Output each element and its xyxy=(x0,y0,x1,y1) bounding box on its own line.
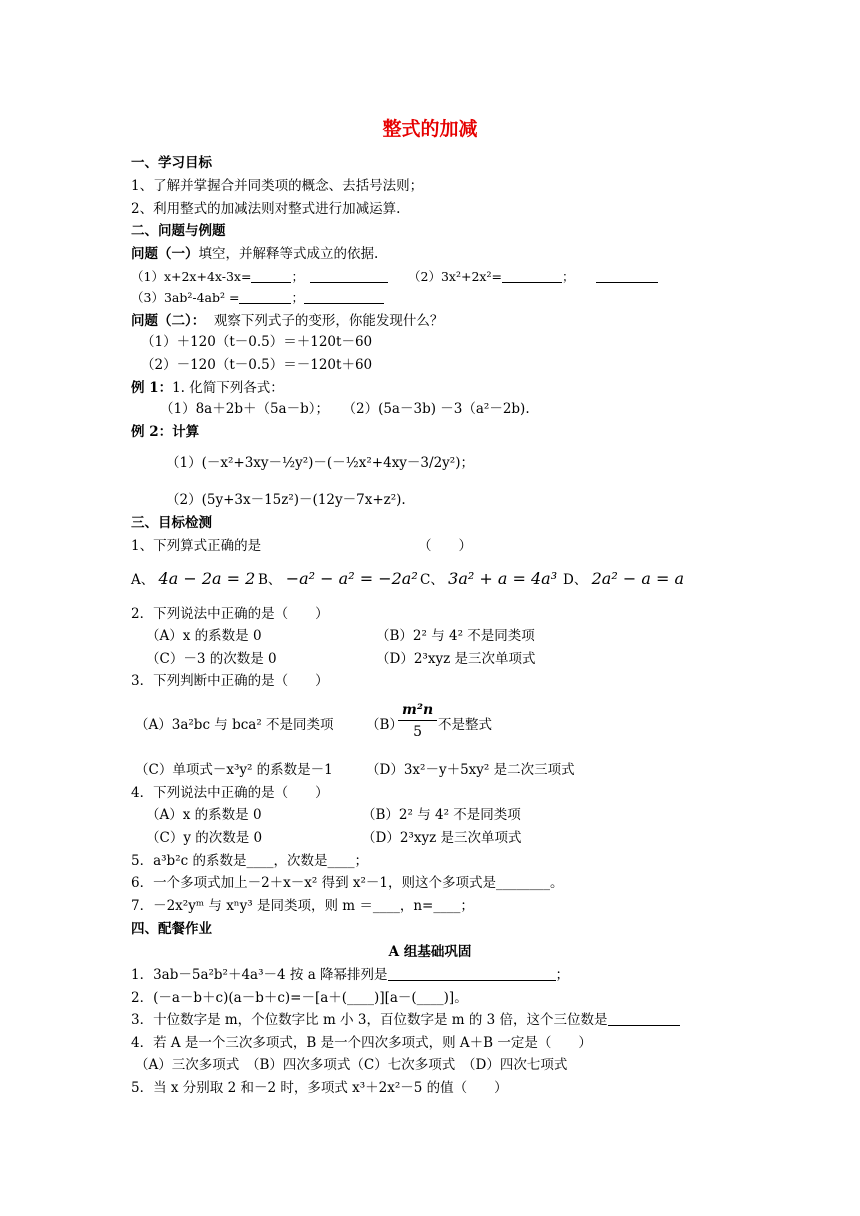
option-c-expr: 3a² + a = 4a³ xyxy=(448,569,558,588)
fraction-m2n-over-5 xyxy=(398,702,437,740)
blank-line xyxy=(388,967,556,981)
check-q4-option-c: （C）y 的次数是 0 xyxy=(146,830,263,846)
problem-1-item-1: （1）x+2x+4x-3x= xyxy=(131,269,252,284)
blank-line xyxy=(310,269,388,283)
blank-line xyxy=(239,290,291,304)
homework-q2: 2．(－a－b＋c)(a－b＋c)=－[a＋(____)][a－(____)]。 xyxy=(131,990,468,1006)
check-q5: 5．a³b²c 的系数是____，次数是____； xyxy=(131,853,368,869)
check-q4-option-d: （D）2³xyz 是三次单项式 xyxy=(362,830,522,846)
problem-2-item-2: （2）－120（t－0.5）＝－120t＋60 xyxy=(141,357,373,373)
homework-q5: 5．当 x 分别取 2 和－2 时，多项式 x³＋2x²－5 的值（ ） xyxy=(131,1080,508,1096)
check-q3-option-b-text: 不是整式 xyxy=(438,717,492,733)
problem-2-heading: 问题（二）： xyxy=(131,313,206,329)
problem-1-item-3: （3）3ab²-4ab² = xyxy=(131,290,240,305)
problem-1-line xyxy=(131,245,378,263)
option-d-label: D、 xyxy=(563,572,588,588)
check-q3-option-b-label: （B） xyxy=(366,717,403,733)
problem-1-text: 填空，并解释等式成立的依据. xyxy=(198,246,379,262)
option-c-label: C、 xyxy=(420,572,444,588)
check-q3-option-c: （C）单项式－x³y² 的系数是－1 xyxy=(135,762,333,778)
check-q4-option-b: （B）2² 与 4² 不是同类项 xyxy=(362,807,521,823)
problem-1-item-2-line: （2）3x²+2x²= ； xyxy=(408,268,658,286)
example-2-heading: 例 2：计算 xyxy=(131,424,200,440)
blank-line xyxy=(304,290,384,304)
check-q3-option-a: （A）3a²bc 与 bca² 不是同类项 xyxy=(135,717,334,733)
example-2-item-2: （2）(5y+3x－15z²)－(12y－7x+z²). xyxy=(166,492,406,508)
check-q4-option-a: （A）x 的系数是 0 xyxy=(146,807,262,823)
blank-line xyxy=(251,269,291,283)
example-1-items: （1）8a＋2b＋（5a－b）； （2）(5a－3b) －3（a²－2b). xyxy=(160,401,530,417)
section-heading-goals: 一、学习目标 xyxy=(131,155,212,171)
example-1-heading: 例 1： xyxy=(131,380,173,396)
option-a-expr: 4a − 2a = 2 xyxy=(158,569,256,588)
homework-q1-line: 1．3ab－5a²b²＋4a³－4 按 a 降幂排列是 ； xyxy=(131,967,570,983)
problem-1-heading: 问题（一） xyxy=(131,246,199,262)
example-1-text: 1. 化简下列各式： xyxy=(172,380,284,396)
problem-1-item-1-line: （1）x+2x+4x-3x= ； xyxy=(131,268,388,286)
check-q2-option-a: （A）x 的系数是 0 xyxy=(146,628,262,644)
page-title: 整式的加减 xyxy=(382,118,478,140)
problem-2-line xyxy=(131,312,443,330)
fraction-numerator: m²n xyxy=(398,702,437,721)
option-d-expr: 2a² − a = a xyxy=(591,569,684,588)
check-q2-option-d: （D）2³xyz 是三次单项式 xyxy=(376,651,536,667)
example-1-line xyxy=(131,379,284,397)
problem-2-item-1: （1）＋120（t－0.5）＝＋120t－60 xyxy=(141,334,373,350)
fraction-denominator: 5 xyxy=(413,724,423,740)
check-q1-option-a xyxy=(131,570,255,589)
option-b-expr: −a² − a² = −2a² xyxy=(285,569,418,588)
check-q2-option-b: （B）2² 与 4² 不是同类项 xyxy=(376,628,535,644)
check-q1-option-c xyxy=(420,570,557,589)
check-q3-option-d: （D）3x²－y＋5xy² 是二次三项式 xyxy=(366,762,575,778)
group-a-heading: A 组基础巩固 xyxy=(388,944,472,960)
check-q7: 7．－2x²yᵐ 与 xⁿy³ 是同类项，则 m ＝____，n=____； xyxy=(131,898,474,914)
check-q1: 1、下列算式正确的是 xyxy=(131,538,262,554)
option-b-label: B、 xyxy=(258,572,282,588)
section-heading-problems: 二、问题与例题 xyxy=(131,223,226,239)
check-q1-option-d xyxy=(563,570,684,589)
check-q2: 2．下列说法中正确的是（ ） xyxy=(131,606,329,622)
check-q6: 6．一个多项式加上－2＋x－x² 得到 x²－1，则这个多项式是________。 xyxy=(131,875,564,891)
homework-q4: 4．若 A 是一个三次多项式，B 是一个四次多项式，则 A＋B 一定是（ ） xyxy=(131,1035,592,1051)
blank-line xyxy=(596,269,658,283)
blank-line xyxy=(608,1012,680,1026)
problem-1-item-2: （2）3x²+2x²= xyxy=(408,269,502,284)
check-q1-option-b xyxy=(258,570,418,589)
check-q4: 4．下列说法中正确的是（ ） xyxy=(131,785,329,801)
check-q1-paren: （ ） xyxy=(418,538,472,554)
homework-q3-line xyxy=(131,1011,680,1029)
problem-2-text: 观察下列式子的变形，你能发现什么？ xyxy=(213,313,444,329)
check-q2-option-c: （C）－3 的次数是 0 xyxy=(146,651,277,667)
homework-q4-options: （A）三次多项式 （B）四次多项式（C）七次多项式 （D）四次七项式 xyxy=(135,1057,568,1073)
option-a-label: A、 xyxy=(131,572,155,588)
blank-line xyxy=(502,269,562,283)
goal-line-1: 1、了解并掌握合并同类项的概念、去括号法则； xyxy=(131,178,424,194)
section-heading-check: 三、目标检测 xyxy=(131,515,212,531)
section-heading-homework: 四、配餐作业 xyxy=(131,921,212,937)
example-2-item-1: （1）(－x²+3xy－½y²)－(－½x²+4xy－3/2y²)； xyxy=(166,455,474,471)
check-q3: 3．下列判断中正确的是（ ） xyxy=(131,673,329,689)
goal-line-2: 2、利用整式的加减法则对整式进行加减运算. xyxy=(131,201,401,217)
homework-q1: 1．3ab－5a²b²＋4a³－4 按 a 降幂排列是 xyxy=(131,967,388,983)
homework-q3: 3．十位数字是 m，个位数字比 m 小 3，百位数字是 m 的 3 倍，这个三位数是 xyxy=(131,1012,608,1028)
problem-1-item-3-line: （3）3ab²-4ab² = ； xyxy=(131,289,384,307)
